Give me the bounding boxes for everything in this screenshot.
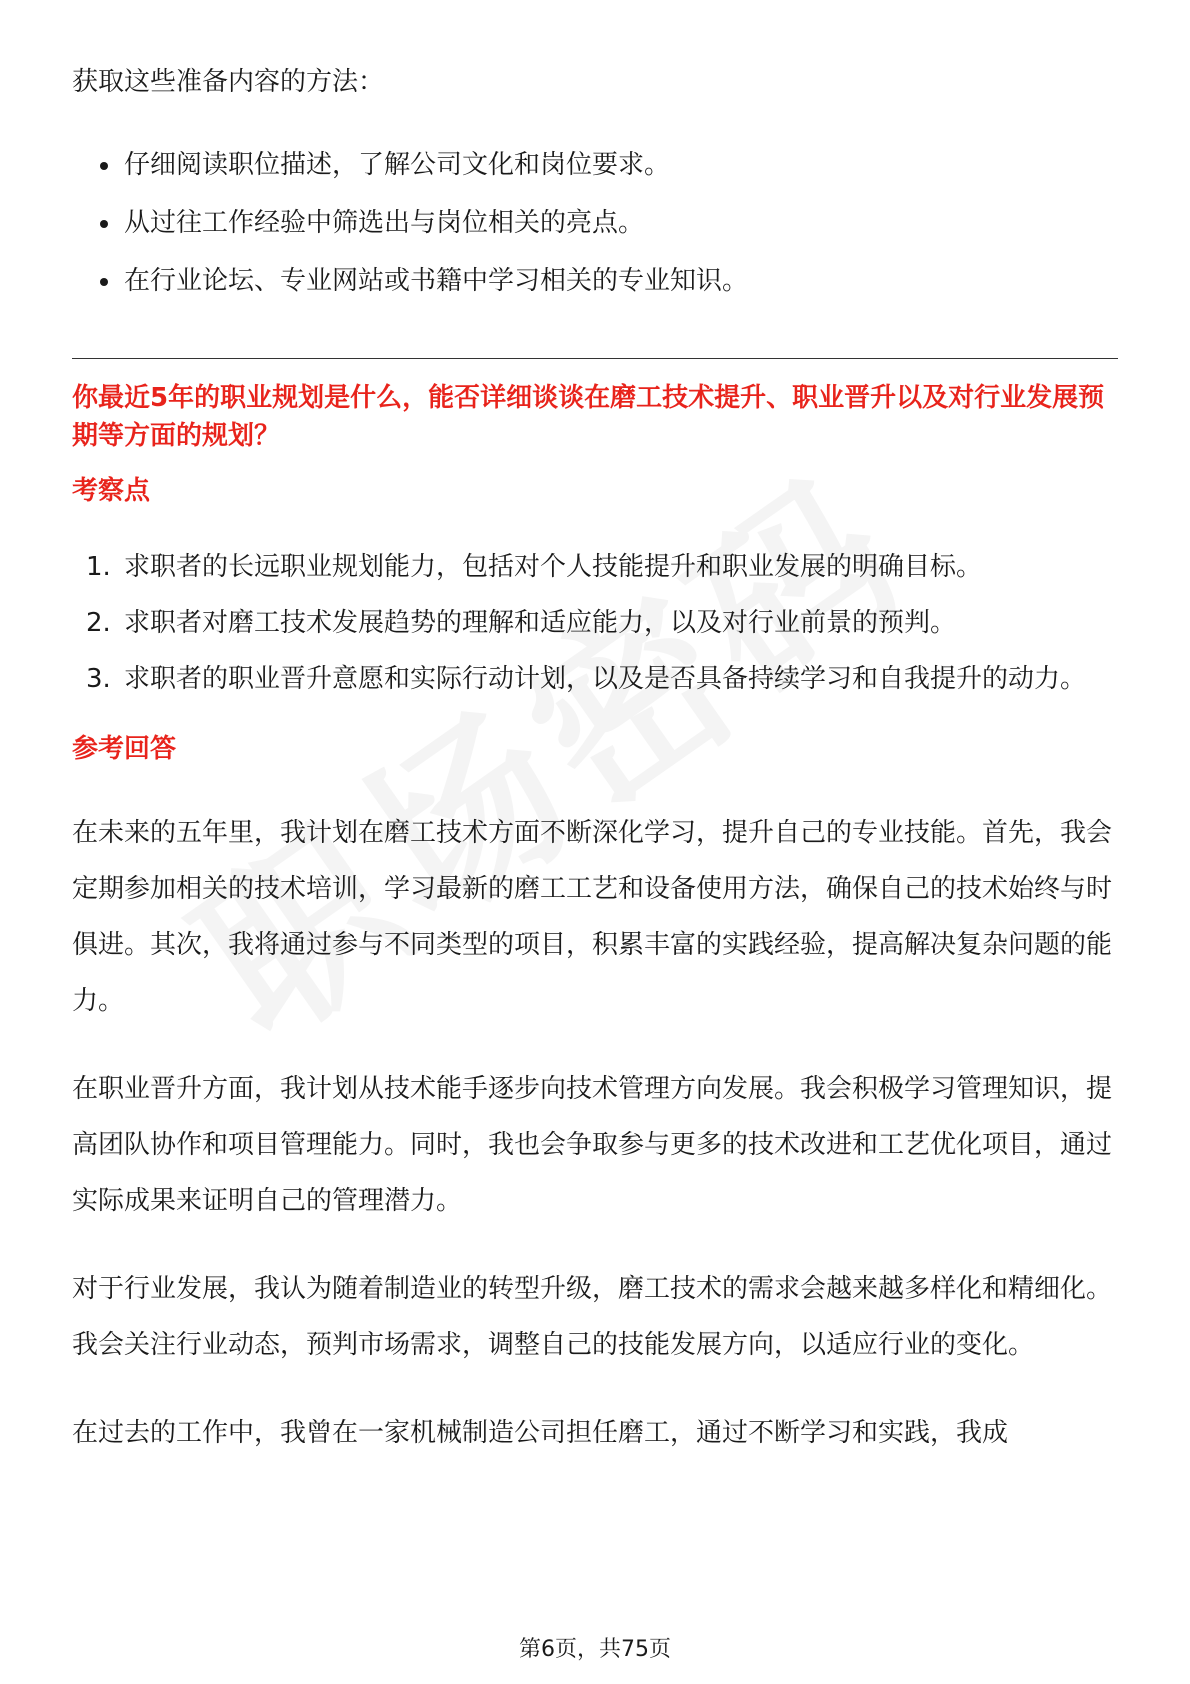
list-number: 3. — [86, 664, 111, 694]
bullet-icon — [100, 162, 108, 170]
question-heading: 你最近5年的职业规划是什么，能否详细谈谈在磨工技术提升、职业晋升以及对行业发展预期等方面的规划？ — [72, 383, 1105, 451]
list-item: 从过往工作经验中筛选出与岗位相关的亮点。 — [72, 194, 1118, 252]
bullet-icon — [100, 278, 108, 286]
list-item: 1. 求职者的长远职业规划能力，包括对个人技能提升和职业发展的明确目标。 — [72, 539, 1118, 595]
list-item: 在行业论坛、专业网站或书籍中学习相关的专业知识。 — [72, 252, 1118, 310]
assessment-points-list — [72, 539, 1118, 707]
answer-paragraph: 对于行业发展，我认为随着制造业的转型升级，磨工技术的需求会越来越多样化和精细化。我会关注行业动态，预判市场需求，调整自己的技能发展方向，以适应行业的变化。 — [72, 1274, 1113, 1360]
list-item: 2. 求职者对磨工技术发展趋势的理解和适应能力，以及对行业前景的预判。 — [72, 595, 1118, 651]
section-title-reference-answer: 参考回答 — [72, 734, 177, 764]
methods-list — [72, 136, 1118, 310]
intro-text: 获取这些准备内容的方法： — [72, 67, 385, 97]
bullet-icon — [100, 220, 108, 228]
document-page — [72, 50, 1118, 1461]
section-divider — [72, 358, 1118, 359]
list-item: 仔细阅读职位描述，了解公司文化和岗位要求。 — [72, 136, 1118, 194]
list-number: 1. — [86, 552, 111, 582]
list-number: 2. — [86, 608, 111, 638]
page-footer: 第6页，共75页 — [519, 1637, 671, 1662]
answer-paragraph: 在职业晋升方面，我计划从技术能手逐步向技术管理方向发展。我会积极学习管理知识，提高团队协作和项目管理能力。同时，我也会争取参与更多的技术改进和工艺优化项目，通过实际成果来证明自己的管理潜力。 — [72, 1074, 1113, 1216]
answer-paragraph: 在未来的五年里，我计划在磨工技术方面不断深化学习，提升自己的专业技能。首先，我会定期参加相关的技术培训，学习最新的磨工工艺和设备使用方法，确保自己的技术始终与时俱进。其次，我将通过参与不同类型的项目，积累丰富的实践经验，提高解决复杂问题的能力。 — [72, 818, 1113, 1016]
list-item: 3. 求职者的职业晋升意愿和实际行动计划，以及是否具备持续学习和自我提升的动力。 — [72, 651, 1118, 707]
section-title-assessment: 考察点 — [72, 476, 151, 506]
answer-paragraph: 在过去的工作中，我曾在一家机械制造公司担任磨工，通过不断学习和实践，我成 — [72, 1418, 1009, 1448]
